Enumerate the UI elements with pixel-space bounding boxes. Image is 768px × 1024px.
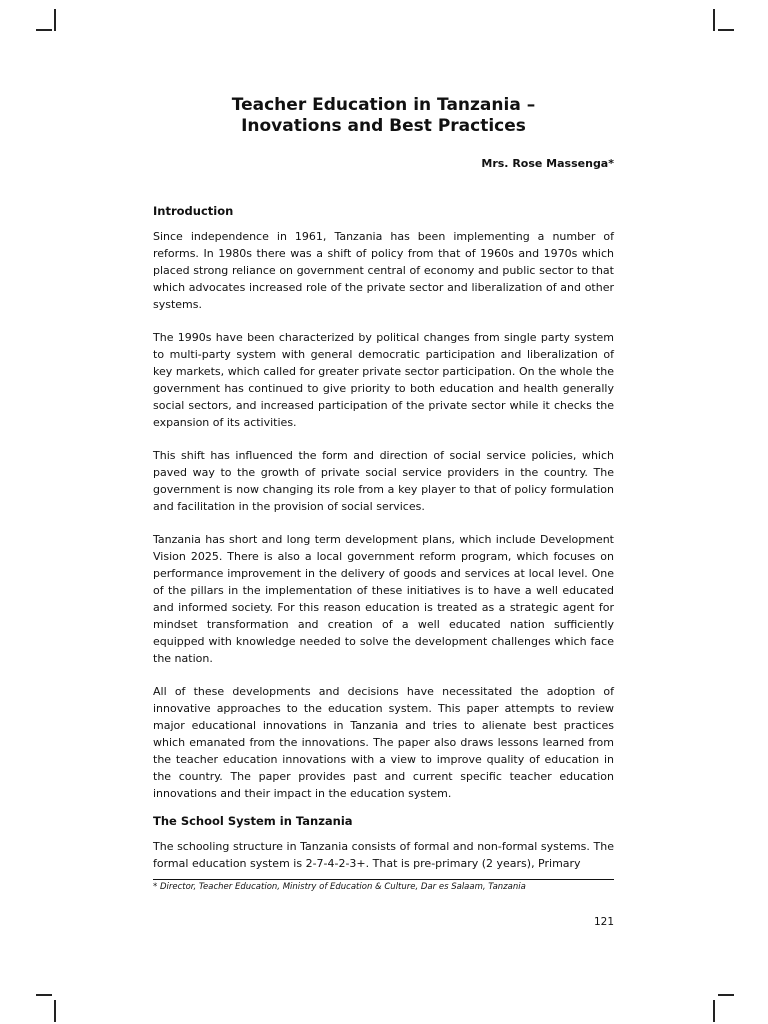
crop-mark-bottom-left-h [36, 994, 52, 996]
paragraph-3: This shift has influenced the form and direction of social service policies, which paved way to the growth of private social service providers in the country. The government is now changing its role from a key player to that of policy formulation and facilitation in the provision of social services. [153, 449, 614, 513]
page-title [153, 95, 614, 137]
title-line-1: Teacher Education in Tanzania – [231, 95, 536, 115]
section-heading-school-system: The School System in Tanzania [153, 814, 353, 828]
paragraph-1: Since independence in 1961, Tanzania has been implementing a number of reforms. In 1980s there was a shift of policy from that of 1960s and 1970s which placed strong reliance on government central of economy and public sector to that which advocates increased role of the private sector and liberalization of and other systems. [153, 230, 614, 311]
crop-mark-bottom-right-h [718, 994, 734, 996]
crop-mark-bottom-right-v [713, 1000, 715, 1022]
title-line-2: Inovations and Best Practices [241, 116, 526, 136]
crop-mark-top-left-h [36, 29, 52, 31]
page-number: 121 [593, 916, 614, 928]
paragraph-6: The schooling structure in Tanzania consists of formal and non-formal systems. The formal education system is 2-7-4-2-3+. That is pre-primary (2 years), Primary [153, 840, 614, 870]
crop-mark-top-right-v [713, 9, 715, 31]
author-name: Mrs. Rose Massenga* [481, 157, 614, 170]
paragraph-2: The 1990s have been characterized by political changes from single party system to multi-party system with general democratic participation and liberalization of key markets, which called for greater private sector participation. On the whole the government has continued to give priority to both education and health generally social sectors, and increased participation of the private sector while it checks the expansion of its activities. [153, 331, 614, 429]
crop-mark-bottom-left-v [54, 1000, 56, 1022]
paragraph-4: Tanzania has short and long term development plans, which include Development Vision 2025. There is also a local government reform program, which focuses on performance improvement in the delivery of goods and services at local level. One of the pillars in the implementation of these initiatives is to have a well educated and informed society. For this reason education is treated as a strategic agent for mindset transformation and creation of a well educated nation sufficiently equipped with knowledge needed to solve the development challenges which face the nation. [153, 533, 614, 665]
article-body [153, 203, 614, 888]
crop-mark-top-left-v [54, 9, 56, 31]
crop-mark-top-right-h [718, 29, 734, 31]
footnote-divider [153, 879, 614, 880]
footnote: * Director, Teacher Education, Ministry of Education & Culture, Dar es Salaam, Tanzania [153, 882, 526, 892]
paragraph-5: All of these developments and decisions have necessitated the adoption of innovative approaches to the education system. This paper attempts to review major educational innovations in Tanzania and tries to alienate best practices which emanated from the innovations. The paper also draws lessons learned from the teacher education innovations with a view to improve quality of education in the country. The paper provides past and current specific teacher education innovations and their impact in the education system. [153, 685, 614, 800]
section-heading-introduction: Introduction [153, 204, 234, 218]
